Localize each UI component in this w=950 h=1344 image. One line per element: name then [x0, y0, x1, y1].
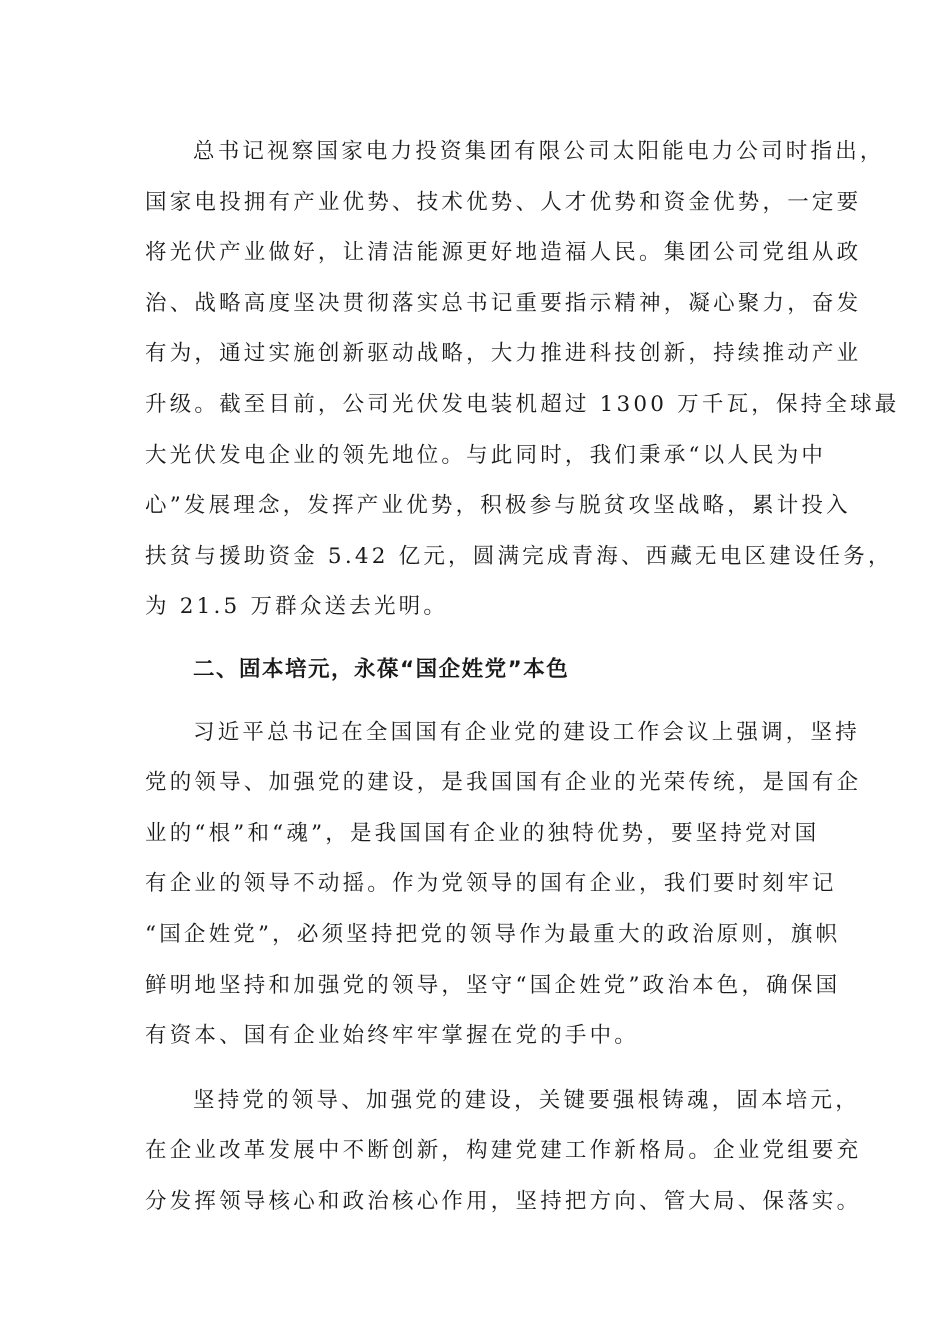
text-line: 将光伏产业做好，让清洁能源更好地造福人民。集团公司党组从政 [145, 240, 862, 266]
text-line: 鲜明地坚持和加强党的领导，坚守“国企姓党”政治本色，确保国 [145, 972, 841, 998]
text-line: 有资本、国有企业始终牢牢掌握在党的手中。 [145, 1023, 640, 1049]
section-heading-2: 二、固本培元，永葆“国企姓党”本色 [193, 656, 570, 682]
text-line: 坚持党的领导、加强党的建设，关键要强根铸魂，固本培元， [193, 1087, 860, 1113]
paragraph-solar-power [145, 127, 900, 633]
text-line: 分发挥领导核心和政治核心作用，坚持把方向、管大局、保落实。 [145, 1188, 862, 1214]
text-line: 习近平总书记在全国国有企业党的建设工作会议上强调，坚持 [193, 719, 860, 745]
text-line: 扶贫与援助资金 5.42 亿元，圆满完成青海、西藏无电区建设任务， [145, 543, 893, 569]
text-line: 有企业的领导不动摇。作为党领导的国有企业，我们要时刻牢记 [145, 871, 837, 897]
text-line: 有为，通过实施创新驱动战略，大力推进科技创新，持续推动产业 [145, 341, 862, 367]
text-line: 为 21.5 万群众送去光明。 [145, 594, 449, 620]
text-line: “国企姓党”，必须坚持把党的领导作为最重大的政治原则，旗帜 [145, 921, 841, 947]
text-line: 党的领导、加强党的建设，是我国国有企业的光荣传统，是国有企 [145, 770, 862, 796]
text-line: 在企业改革发展中不断创新，构建党建工作新格局。企业党组要充 [145, 1138, 862, 1164]
text-line: 大光伏发电企业的领先地位。与此同时，我们秉承“以人民为中 [145, 442, 827, 468]
text-line: 心”发展理念，发挥产业优势，积极参与脱贫攻坚战略，累计投入 [145, 493, 851, 519]
text-line: 国家电投拥有产业优势、技术优势、人才优势和资金优势，一定要 [145, 189, 862, 215]
paragraph-party-leadership [145, 708, 862, 1062]
text-line: 升级。截至目前，公司光伏发电装机超过 1300 万千瓦，保持全球最 [145, 391, 900, 417]
text-line: 业的“根”和“魂”，是我国国有企业的独特优势，要坚持党对国 [145, 820, 820, 846]
paragraph-strengthen-roots [145, 1076, 862, 1228]
text-line: 总书记视察国家电力投资集团有限公司太阳能电力公司时指出， [193, 139, 885, 164]
text-line: 治、战略高度坚决贯彻落实总书记重要指示精神，凝心聚力，奋发 [145, 290, 862, 316]
document-page [145, 127, 900, 1227]
